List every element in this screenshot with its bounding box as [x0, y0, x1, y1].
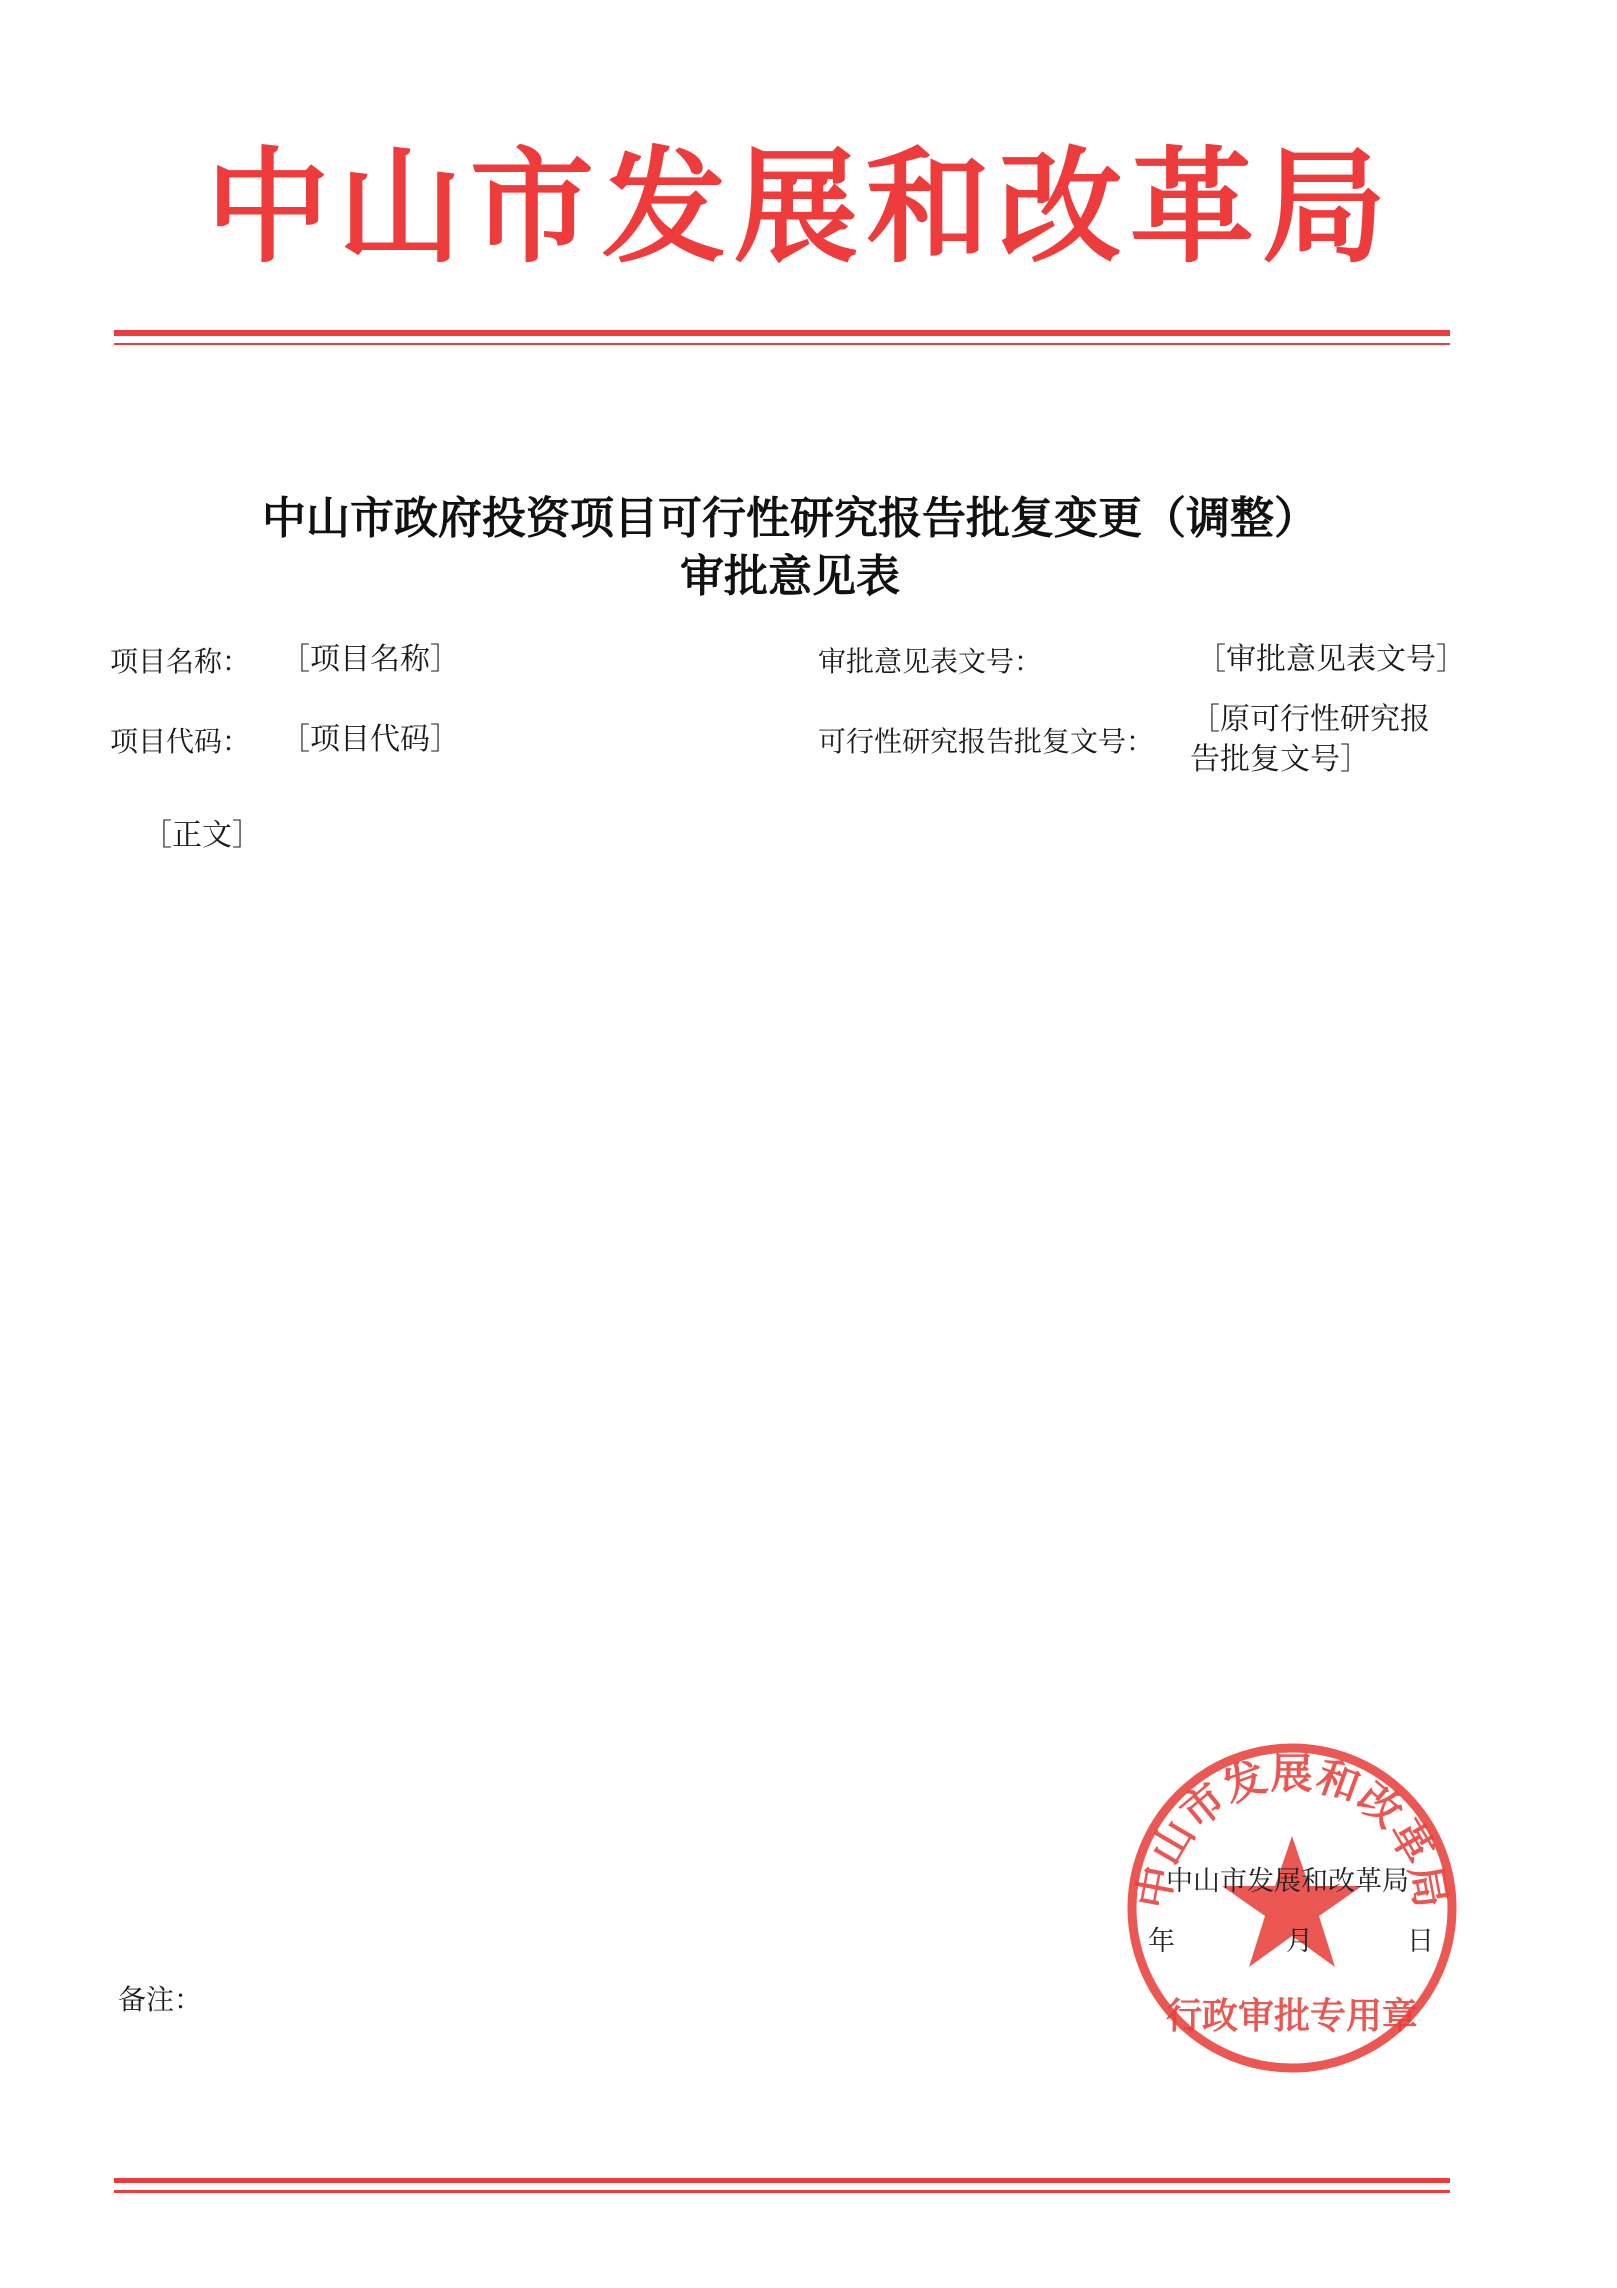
signature-issuer: 中山市发展和改革局	[1166, 1866, 1409, 1897]
feasibility-approval-number-label: 可行性研究报告批复文号：	[818, 725, 1155, 758]
letterhead-rule-thin	[114, 343, 1450, 345]
document-title-line2: 审批意见表	[680, 551, 900, 602]
footer-rule-thin	[114, 2190, 1450, 2193]
seal-inner-text: 行政审批专用章	[1165, 1996, 1419, 2037]
document-title-line1: 中山市政府投资项目可行性研究报告批复变更（调整）	[262, 493, 1318, 544]
official-seal	[1122, 1738, 1462, 2078]
notes-label: 备注：	[118, 1983, 203, 2016]
project-name-value: ［项目名称］	[280, 642, 460, 677]
feasibility-approval-number-value-line1: ［原可行性研究报	[1190, 702, 1430, 737]
signature-year-label: 年	[1148, 1926, 1175, 1957]
body-text-placeholder: ［正文］	[142, 818, 262, 853]
letterhead-rule-thick	[114, 330, 1450, 336]
letterhead-org-name: 中山市发展和改革局	[205, 135, 1394, 280]
signature-day-label: 日	[1407, 1926, 1434, 1957]
project-code-label: 项目代码：	[110, 725, 251, 758]
project-code-value: ［项目代码］	[280, 722, 460, 757]
document-title	[110, 490, 1470, 606]
approval-number-label: 审批意见表文号：	[818, 645, 1043, 678]
project-name-label: 项目名称：	[110, 645, 251, 678]
footer-rule-thick	[114, 2178, 1450, 2183]
seal-outer-text: 中山市发展和改革局	[1127, 1748, 1457, 1913]
signature-month-label: 月	[1286, 1926, 1313, 1957]
feasibility-approval-number-value-line2: 告批复文号］	[1190, 742, 1370, 777]
approval-number-value: ［审批意见表文号］	[1196, 642, 1466, 677]
